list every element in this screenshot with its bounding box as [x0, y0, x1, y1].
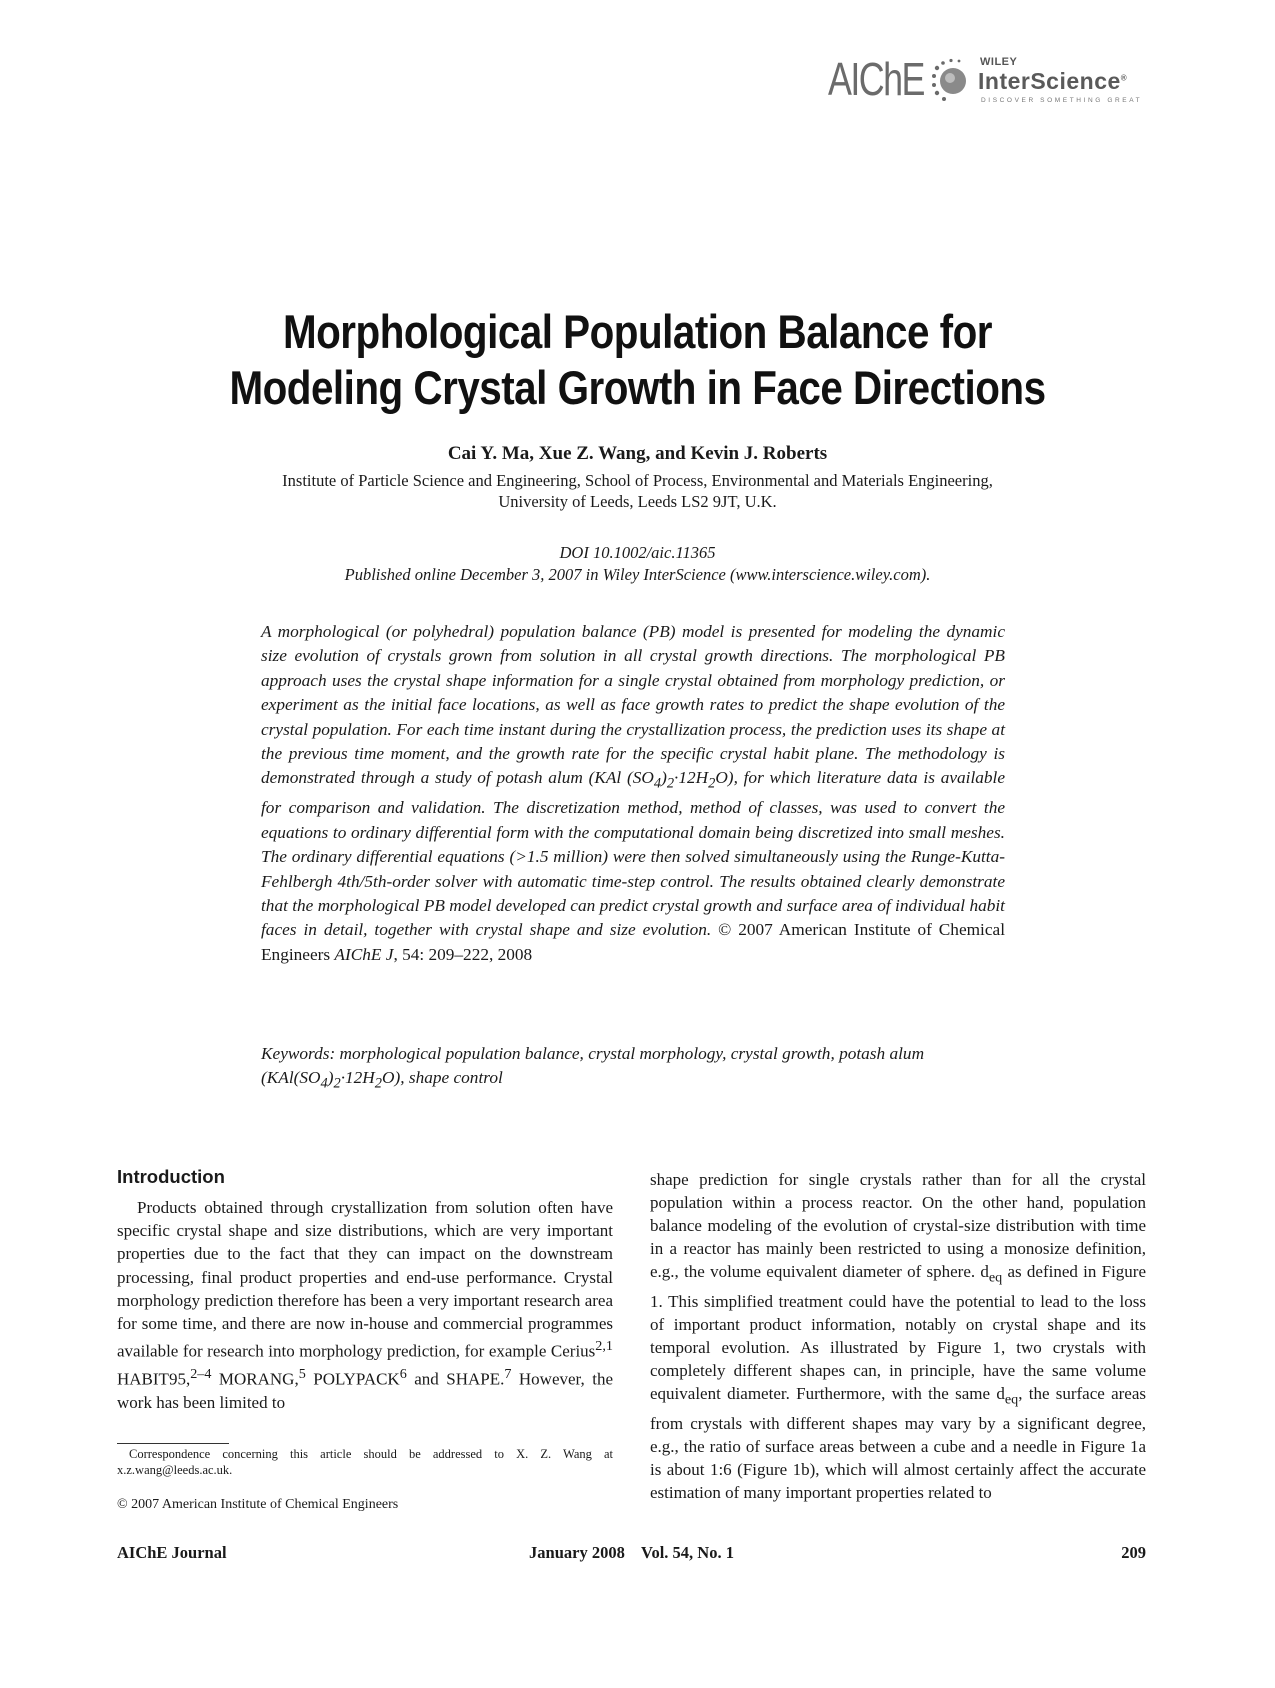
page-footer [117, 1543, 1146, 1565]
reference-cite: 7 [504, 1366, 512, 1383]
abstract-sub: 2 [666, 775, 675, 792]
subscript: eq [1004, 1391, 1019, 1408]
title-line-1: Morphological Population Balance for [282, 305, 993, 358]
published-online: Published online December 3, 2007 in Wiley InterScience (www.interscience.wiley.com). [344, 565, 931, 584]
abstract-sub: 2 [708, 775, 716, 792]
keywords-sub: 4 [320, 1075, 328, 1092]
intro-text: Products obtained through crystallization from solution often have specific crystal shape and size distributions, which are very important properties due to the fact that they can impact on the downstream processing, final product properties and end-use performance. Crystal morphology prediction therefore has been a very important research area for some time, and there are now in-house and commercial programmes available for research into morphology prediction, for example Cerius [117, 1198, 613, 1361]
keywords-text: O), shape control [381, 1068, 503, 1088]
abstract-text: ·12H [674, 768, 709, 788]
title-line-2: Modeling Crystal Growth in Face Directions [229, 361, 1046, 414]
interscience-label [978, 68, 1127, 95]
abstract-copyright: © 2007 American Institute of Chemical Engineers [261, 920, 1005, 964]
subscript: eq [988, 1269, 1003, 1286]
keywords-text: ) [327, 1068, 334, 1088]
intro-text: and SHAPE. [406, 1369, 505, 1389]
right-column [650, 1168, 1146, 1504]
intro-text: HABIT95, [117, 1369, 191, 1389]
superscript: 2 [595, 1338, 603, 1355]
keywords-sub: 2 [333, 1075, 341, 1092]
citation: , 54: 209–222, 2008 [393, 944, 533, 964]
keywords-text: ·12H [340, 1068, 375, 1088]
reference-cite: ,1 [602, 1338, 613, 1355]
wiley-label: WILEY [980, 56, 1018, 68]
registered-mark: ® [1120, 73, 1128, 83]
abstract-text: ) [661, 768, 667, 788]
intro-text: as defined in Figure 1. This simplified treatment could have the potential to lead to the loss of important product information, notably on crystal shape and its temporal evolution. As illustrated by Figure 1, two crystals with completely different shapes can, in principle, have the same volume equivalent diameter. Furthermore, with the same d [650, 1262, 1146, 1404]
footnote-divider [117, 1443, 229, 1444]
copyright-notice: © 2007 American Institute of Chemical Engineers [117, 1497, 399, 1512]
globe-icon [930, 58, 976, 104]
tagline: DISCOVER SOMETHING GREAT [981, 97, 1143, 104]
journal-ref: AIChE J [334, 944, 394, 964]
intro-text: MORANG, [211, 1369, 299, 1389]
correspondence-footnote: Correspondence concerning this article should be addressed to X. Z. Wang at x.z.wang@leeds.ac.uk. [117, 1447, 613, 1477]
abstract [261, 620, 1005, 967]
intro-text: POLYPACK [305, 1369, 400, 1389]
keywords-text: Keywords: morphological population balance, crystal morphology, crystal growth, potash alum (KAl(SO [261, 1044, 925, 1088]
affiliation [0, 470, 1275, 512]
doi: DOI 10.1002/aic.11365 [559, 543, 716, 562]
reference-cite: 2–4 [190, 1366, 212, 1383]
intro-text: However, the work has been limited to [117, 1369, 613, 1412]
intro-paragraph-continued [650, 1168, 1146, 1504]
reference-cite: 5 [298, 1366, 306, 1383]
abstract-sub: 4 [653, 775, 662, 792]
left-column [117, 1166, 613, 1414]
authors: Cai Y. Ma, Xue Z. Wang, and Kevin J. Roberts [447, 443, 828, 464]
affiliation-line-1: Institute of Particle Science and Engineering, School of Process, Environmental and Materials Engineering, [282, 471, 993, 490]
affiliation-line-2: University of Leeds, Leeds LS2 9JT, U.K. [498, 492, 777, 511]
abstract-text: A morphological (or polyhedral) population balance (PB) model is presented for modeling the dynamic size evolution of crystals grown from solution in all crystal growth directions. The morphological PB approach uses the crystal shape information for a single crystal obtained from morphology prediction, or experiment as the initial face locations, as well as face growth rates to predict the shape evolution of the crystal population. For each time instant during the crystallization process, the prediction uses its shape at the previous time moment, and the growth rate for the specific crystal habit plane. The methodology is demonstrated through a study of potash alum (KAl (SO [261, 622, 1005, 788]
interscience-name: InterScience [978, 68, 1121, 94]
publisher-logos [828, 50, 1148, 120]
section-heading-introduction: Introduction [117, 1166, 225, 1187]
aiche-logo: AIChE [828, 53, 924, 105]
intro-paragraph [117, 1196, 613, 1414]
reference-cite: 6 [399, 1366, 407, 1383]
abstract-text: O), for which literature data is available for comparison and validation. The discretization method, method of classes, was used to convert the equations to ordinary differential form with the computational domain being discretized into small meshes. The ordinary differential equations (>1.5 million) were then solved simultaneously using the Runge-Kutta-Fehlbergh 4th/5th-order solver with automatic time-step control. The results obtained clearly demonstrate that the morphological PB model developed can predict crystal growth and surface area of individual habit faces in detail, together with crystal shape and size evolution. [261, 768, 1005, 940]
keywords [261, 1042, 1005, 1096]
footer-issue: January 2008 Vol. 54, No. 1 [529, 1543, 734, 1562]
page-number: 209 [1121, 1543, 1146, 1562]
keywords-sub: 2 [374, 1075, 382, 1092]
intro-text: shape prediction for single crystals rather than for all the crystal population within a process reactor. On the other hand, population balance modeling of the evolution of crystal-size distribution with time in a reactor has mainly been restricted to using a monosize definition, e.g., the volume equivalent diameter of sphere. d [650, 1170, 1146, 1282]
intro-text: , the surface areas from crystals with different shapes may vary by a significant degree, e.g., the ratio of surface areas between a cube and a needle in Figure 1a is about 1:6 (Figure 1b), which will almost certainly affect the accurate estimation of many important properties related to [650, 1384, 1147, 1502]
article-title [0, 304, 1275, 416]
footer-journal-name: AIChE Journal [117, 1543, 227, 1562]
